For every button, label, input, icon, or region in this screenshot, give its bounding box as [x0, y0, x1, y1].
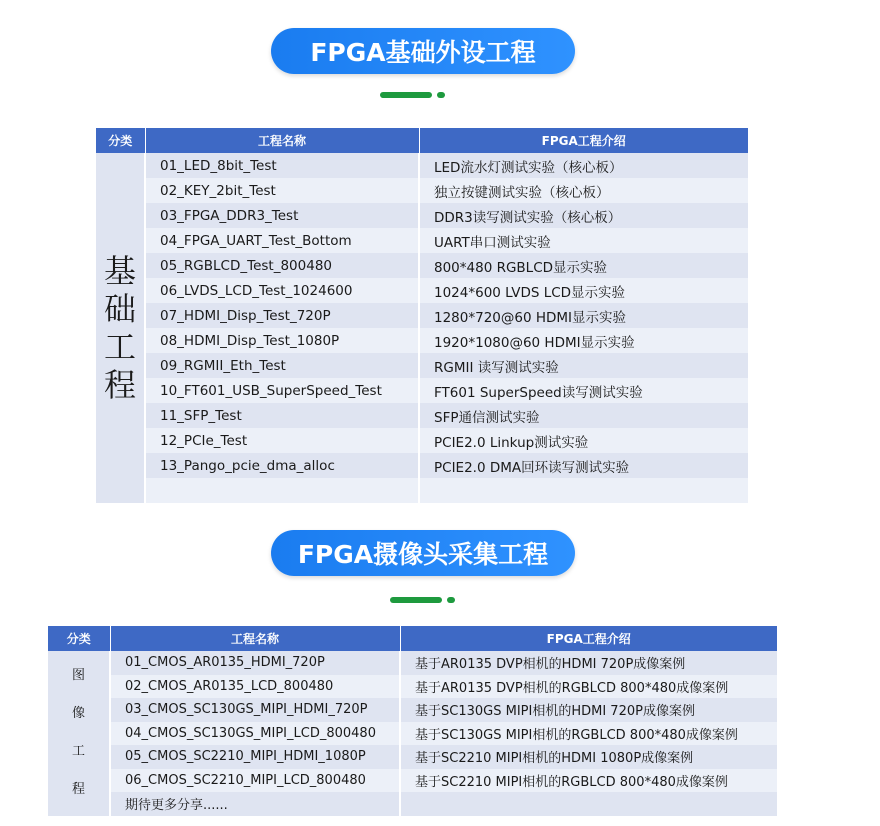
- section2-title-pill: [271, 530, 575, 576]
- project-name-cell: 09_RGMII_Eth_Test: [145, 353, 419, 378]
- project-description-cell: LED流水灯测试实验（核心板）: [419, 153, 748, 178]
- project-name-cell: 11_SFP_Test: [145, 403, 419, 428]
- project-name-cell: 04_CMOS_SC130GS_MIPI_LCD_800480: [110, 722, 400, 746]
- table-row: [96, 228, 748, 253]
- project-description-cell: 基于SC130GS MIPI相机的RGBLCD 800*480成像案例: [400, 722, 777, 746]
- project-name-cell: 13_Pango_pcie_dma_alloc: [145, 453, 419, 478]
- project-name-cell: 12_PCIe_Test: [145, 428, 419, 453]
- project-name-cell: 05_RGBLCD_Test_800480: [145, 253, 419, 278]
- table-row: [48, 651, 777, 675]
- project-name-cell: 05_CMOS_SC2210_MIPI_HDMI_1080P: [110, 745, 400, 769]
- project-description-cell: 基于SC2210 MIPI相机的RGBLCD 800*480成像案例: [400, 769, 777, 793]
- table-row: [48, 675, 777, 699]
- table-header-row: [96, 128, 748, 153]
- section1-title-pill: [271, 28, 575, 74]
- table-row: [96, 453, 748, 478]
- table-row: [96, 328, 748, 353]
- section2-divider-bar: [390, 597, 442, 603]
- project-name-cell: 01_LED_8bit_Test: [145, 153, 419, 178]
- category-label: [48, 657, 109, 809]
- project-name-cell: 03_CMOS_SC130GS_MIPI_HDMI_720P: [110, 698, 400, 722]
- project-description-cell: 基于AR0135 DVP相机的HDMI 720P成像案例: [400, 651, 777, 675]
- project-name-cell: 07_HDMI_Disp_Test_720P: [145, 303, 419, 328]
- table-row: [96, 403, 748, 428]
- project-description-cell: PCIE2.0 DMA回环读写测试实验: [419, 453, 748, 478]
- project-name-cell: 期待更多分享......: [110, 792, 400, 816]
- project-description-cell: 1024*600 LVDS LCD显示实验: [419, 278, 748, 303]
- project-description-cell: UART串口测试实验: [419, 228, 748, 253]
- project-description-cell: [419, 478, 748, 503]
- col-header-project-name: 工程名称: [145, 128, 419, 153]
- section1-divider-bar: [380, 92, 432, 98]
- project-description-cell: FT601 SuperSpeed读写测试实验: [419, 378, 748, 403]
- project-name-cell: 03_FPGA_DDR3_Test: [145, 203, 419, 228]
- project-description-cell: 800*480 RGBLCD显示实验: [419, 253, 748, 278]
- category-char: 工: [103, 328, 136, 366]
- table-row: [48, 722, 777, 746]
- project-name-cell: 04_FPGA_UART_Test_Bottom: [145, 228, 419, 253]
- project-description-cell: 1280*720@60 HDMI显示实验: [419, 303, 748, 328]
- table-row: [96, 253, 748, 278]
- project-description-cell: 基于SC2210 MIPI相机的HDMI 1080P成像案例: [400, 745, 777, 769]
- project-name-cell: 06_LVDS_LCD_Test_1024600: [145, 278, 419, 303]
- col-header-category: 分类: [48, 626, 110, 651]
- category-char: 图: [71, 668, 85, 684]
- category-char: 程: [103, 366, 136, 404]
- table-row: [96, 153, 748, 178]
- category-label: [96, 252, 144, 404]
- category-char: 工: [71, 744, 85, 760]
- table-row: [96, 478, 748, 503]
- table-row: [96, 428, 748, 453]
- col-header-category: 分类: [96, 128, 145, 153]
- col-header-description: FPGA工程介绍: [419, 128, 748, 153]
- project-name-cell: 02_KEY_2bit_Test: [145, 178, 419, 203]
- project-name-cell: [145, 478, 419, 503]
- table-row: [96, 353, 748, 378]
- category-char: 基: [103, 252, 136, 290]
- table-row: [96, 303, 748, 328]
- category-char: 像: [71, 706, 85, 722]
- table-header-row: [48, 626, 777, 651]
- project-description-cell: RGMII 读写测试实验: [419, 353, 748, 378]
- section1-table: [96, 128, 748, 503]
- category-char: 程: [71, 782, 85, 798]
- project-description-cell: DDR3读写测试实验（核心板）: [419, 203, 748, 228]
- table-row: [96, 203, 748, 228]
- table-row: [48, 698, 777, 722]
- project-name-cell: 10_FT601_USB_SuperSpeed_Test: [145, 378, 419, 403]
- category-cell: [96, 153, 145, 503]
- project-description-cell: [400, 792, 777, 816]
- project-description-cell: PCIE2.0 Linkup测试实验: [419, 428, 748, 453]
- project-description-cell: 1920*1080@60 HDMI显示实验: [419, 328, 748, 353]
- category-char: 础: [103, 290, 136, 328]
- table-row: [48, 792, 777, 816]
- project-description-cell: SFP通信测试实验: [419, 403, 748, 428]
- project-name-cell: 06_CMOS_SC2210_MIPI_LCD_800480: [110, 769, 400, 793]
- section2-table: [48, 626, 777, 816]
- table-row: [48, 769, 777, 793]
- table-row: [96, 178, 748, 203]
- section2-title: FPGA摄像头采集工程: [297, 540, 549, 569]
- table-row: [96, 278, 748, 303]
- project-name-cell: 01_CMOS_AR0135_HDMI_720P: [110, 651, 400, 675]
- col-header-project-name: 工程名称: [110, 626, 400, 651]
- project-description-cell: 基于SC130GS MIPI相机的HDMI 720P成像案例: [400, 698, 777, 722]
- category-cell: [48, 651, 110, 816]
- section1-title: FPGA基础外设工程: [310, 38, 536, 67]
- project-description-cell: 基于AR0135 DVP相机的RGBLCD 800*480成像案例: [400, 675, 777, 699]
- project-description-cell: 独立按键测试实验（核心板）: [419, 178, 748, 203]
- section2-divider-dot: [447, 597, 455, 603]
- section1-divider-dot: [437, 92, 445, 98]
- project-name-cell: 02_CMOS_AR0135_LCD_800480: [110, 675, 400, 699]
- col-header-description: FPGA工程介绍: [400, 626, 777, 651]
- table-row: [48, 745, 777, 769]
- project-name-cell: 08_HDMI_Disp_Test_1080P: [145, 328, 419, 353]
- table-row: [96, 378, 748, 403]
